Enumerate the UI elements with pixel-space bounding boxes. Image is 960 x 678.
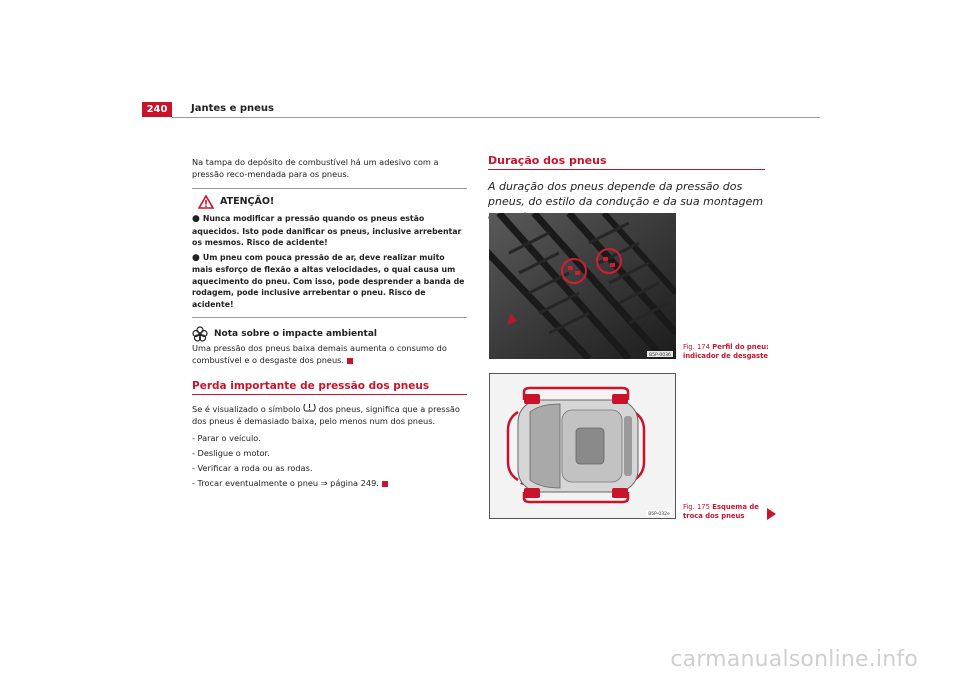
figure-label: Fig. 174 (683, 343, 710, 351)
step-item: - Verificar a roda ou as rodas. (192, 463, 313, 473)
flower-icon (192, 326, 208, 342)
watermark: carmanualsonline.info (670, 647, 918, 672)
next-page-arrow-icon[interactable] (767, 508, 776, 520)
figure-label: Fig. 175 (683, 503, 710, 511)
warning-item-text: Um pneu com pouca pressão de ar, deve realizar muito mais esforço de flexão a altas velocidades, o qual causa um aquecimento do pneu. Com isso, pode desprender a banda de rodagem, pode inclusive arrebentar o pneu. Risco de acidente! (192, 252, 465, 309)
environment-note-title: Nota sobre o impacte ambiental (214, 329, 378, 339)
car-top-view-illustration (490, 374, 675, 518)
section-title-tire-life: Duração dos pneus (488, 154, 765, 170)
bullet-icon: ● (192, 252, 200, 263)
step-item: - Parar o veículo. (192, 433, 261, 443)
warning-box (192, 188, 467, 318)
page-link[interactable]: - Trocar eventualmente o pneu ⇒ página 249. (192, 478, 379, 488)
section-end-marker (382, 481, 388, 487)
figure-tread-wear-indicator (489, 213, 676, 359)
figure-caption-text: Perfil do pneu: indicador de desgaste (683, 343, 769, 360)
section-end-marker (347, 358, 353, 364)
pressure-loss-paragraph: Se é visualizado o símbolo dos pneus, significa que a pressão dos pneus é demasiado baixa, pelo menos num dos pneus. (192, 404, 460, 426)
bullet-icon: ● (192, 214, 200, 224)
figure-code: B5P-0036 (649, 353, 671, 358)
tire-tread-illustration (489, 213, 676, 359)
left-column (192, 156, 467, 492)
section-title-pressure-loss: Perda importante de pressão dos pneus (192, 380, 467, 395)
figure-tire-rotation-scheme (489, 373, 676, 519)
page-number: 240 (142, 102, 172, 117)
warning-item-text: Nunca modificar a pressão quando os pneus estão aquecidos. Isto pode danificar os pneus, inclusive arrebentar os mesmos. Risco de acidente! (192, 214, 462, 247)
header-divider (172, 117, 820, 118)
step-item: - Desligue o motor. (192, 448, 270, 458)
figure-caption-text: Esquema de troca dos pneus (683, 503, 759, 520)
step-item (192, 477, 467, 489)
page-header-title: Jantes e pneus (191, 103, 274, 114)
environment-note-header (192, 326, 467, 342)
figure-code: B5P-032e (648, 512, 670, 517)
warning-item (192, 252, 467, 311)
intro-paragraph: Na tampa do depósito de combustível há um adesivo com a pressão reco-mendada para os pneus. (192, 157, 439, 179)
warning-triangle-icon (198, 195, 214, 209)
warning-item (192, 213, 467, 249)
figure-caption (683, 503, 773, 520)
environment-note-text: Uma pressão dos pneus baixa demais aumenta o consumo do combustível e o desgaste dos pneus. (192, 343, 447, 365)
warning-header (198, 195, 467, 209)
warning-title: ATENÇÃO! (220, 196, 275, 207)
tire-life-lead: A duração dos pneus depende da pressão dos pneus, do estilo da condução e da sua montagem (488, 180, 764, 208)
tire-pressure-warning-icon (303, 402, 316, 413)
figure-caption (683, 343, 773, 360)
